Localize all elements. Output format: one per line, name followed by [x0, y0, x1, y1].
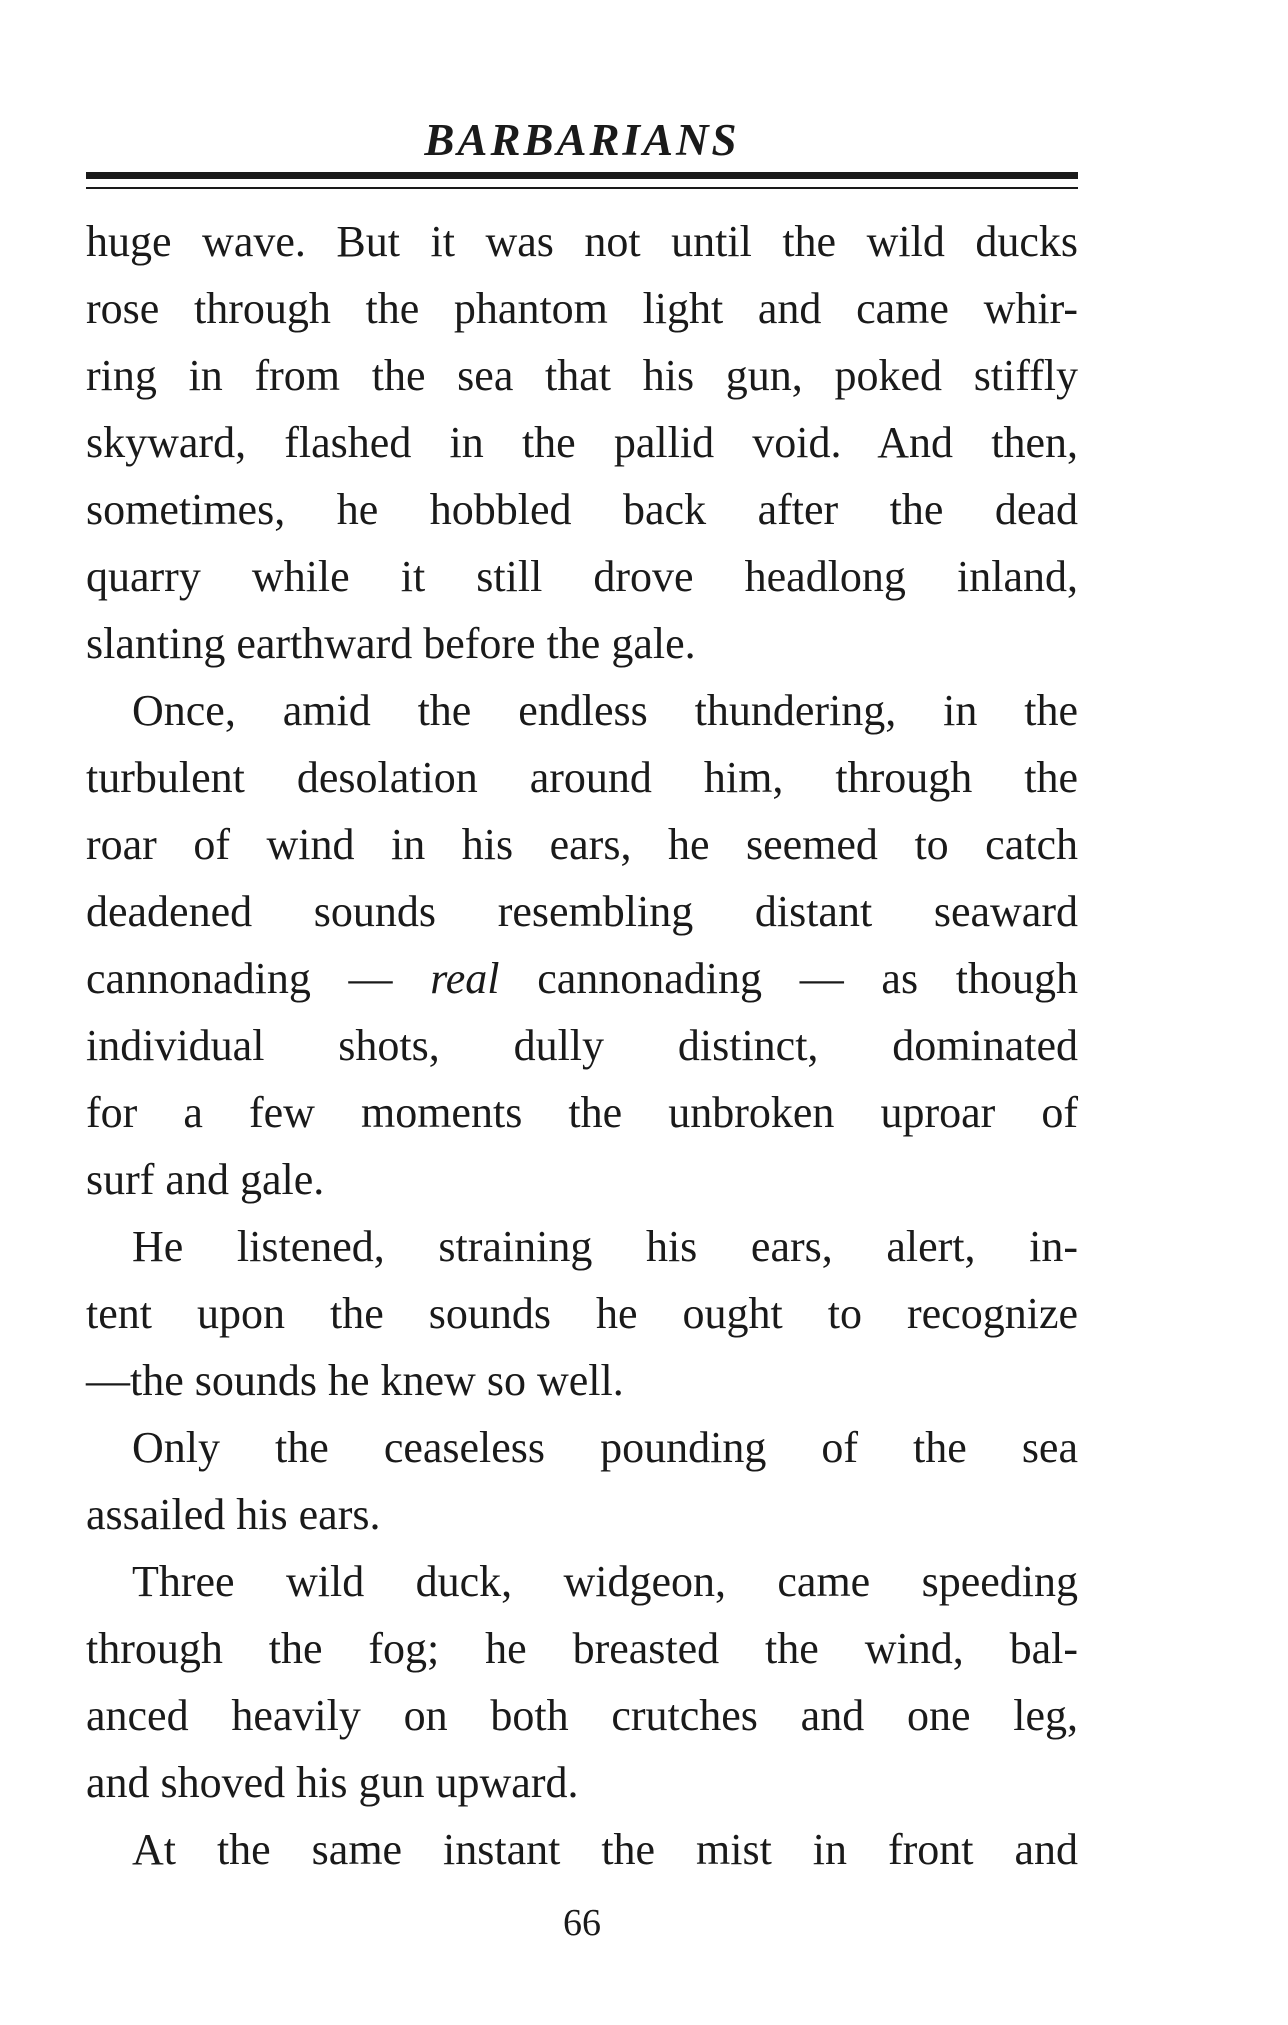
text-line: skyward, flashed in the pallid void. And then,	[86, 418, 1078, 467]
text-line: surf and gale.	[86, 1155, 325, 1204]
text-line: and shoved his gun upward.	[86, 1758, 579, 1807]
text-line: ring in from the sea that his gun, poked stiffly	[86, 351, 1078, 400]
text-line: deadened sounds resembling distant seaward	[86, 887, 1078, 936]
text-line: anced heavily on both crutches and one leg,	[86, 1691, 1078, 1740]
body-text	[86, 208, 1078, 1883]
text-line: huge wave. But it was not until the wild ducks	[86, 217, 1078, 266]
text-line: tent upon the sounds he ought to recognize	[86, 1289, 1078, 1338]
header-rule-thin	[86, 187, 1078, 189]
emphasis: real	[430, 954, 500, 1003]
running-title: BARBARIANS	[424, 115, 740, 165]
text-line: individual shots, dully distinct, dominated	[86, 1021, 1078, 1070]
text-line: turbulent desolation around him, through the	[86, 753, 1078, 802]
text-line: Once, amid the endless thundering, in the	[132, 686, 1078, 735]
text-line: rose through the phantom light and came whir-	[86, 284, 1078, 333]
page-number: 66	[563, 1902, 601, 1944]
text-line: —the sounds he knew so well.	[86, 1356, 624, 1405]
text-line: quarry while it still drove headlong inland,	[86, 552, 1078, 601]
text-line: cannonading — real cannonading — as though	[86, 954, 1078, 1003]
text-line: Three wild duck, widgeon, came speeding	[132, 1557, 1078, 1606]
text-line: He listened, straining his ears, alert, in-	[132, 1222, 1078, 1271]
text-line: assailed his ears.	[86, 1490, 381, 1539]
text-line: sometimes, he hobbled back after the dead	[86, 485, 1078, 534]
text-line: slanting earthward before the gale.	[86, 619, 696, 668]
text-line: At the same instant the mist in front and	[132, 1825, 1078, 1874]
header-rule-thick	[86, 172, 1078, 179]
text-line: Only the ceaseless pounding of the sea	[132, 1423, 1078, 1472]
text-line: roar of wind in his ears, he seemed to catch	[86, 820, 1078, 869]
text-line: for a few moments the unbroken uproar of	[86, 1088, 1078, 1137]
text-line: through the fog; he breasted the wind, bal-	[86, 1624, 1078, 1673]
